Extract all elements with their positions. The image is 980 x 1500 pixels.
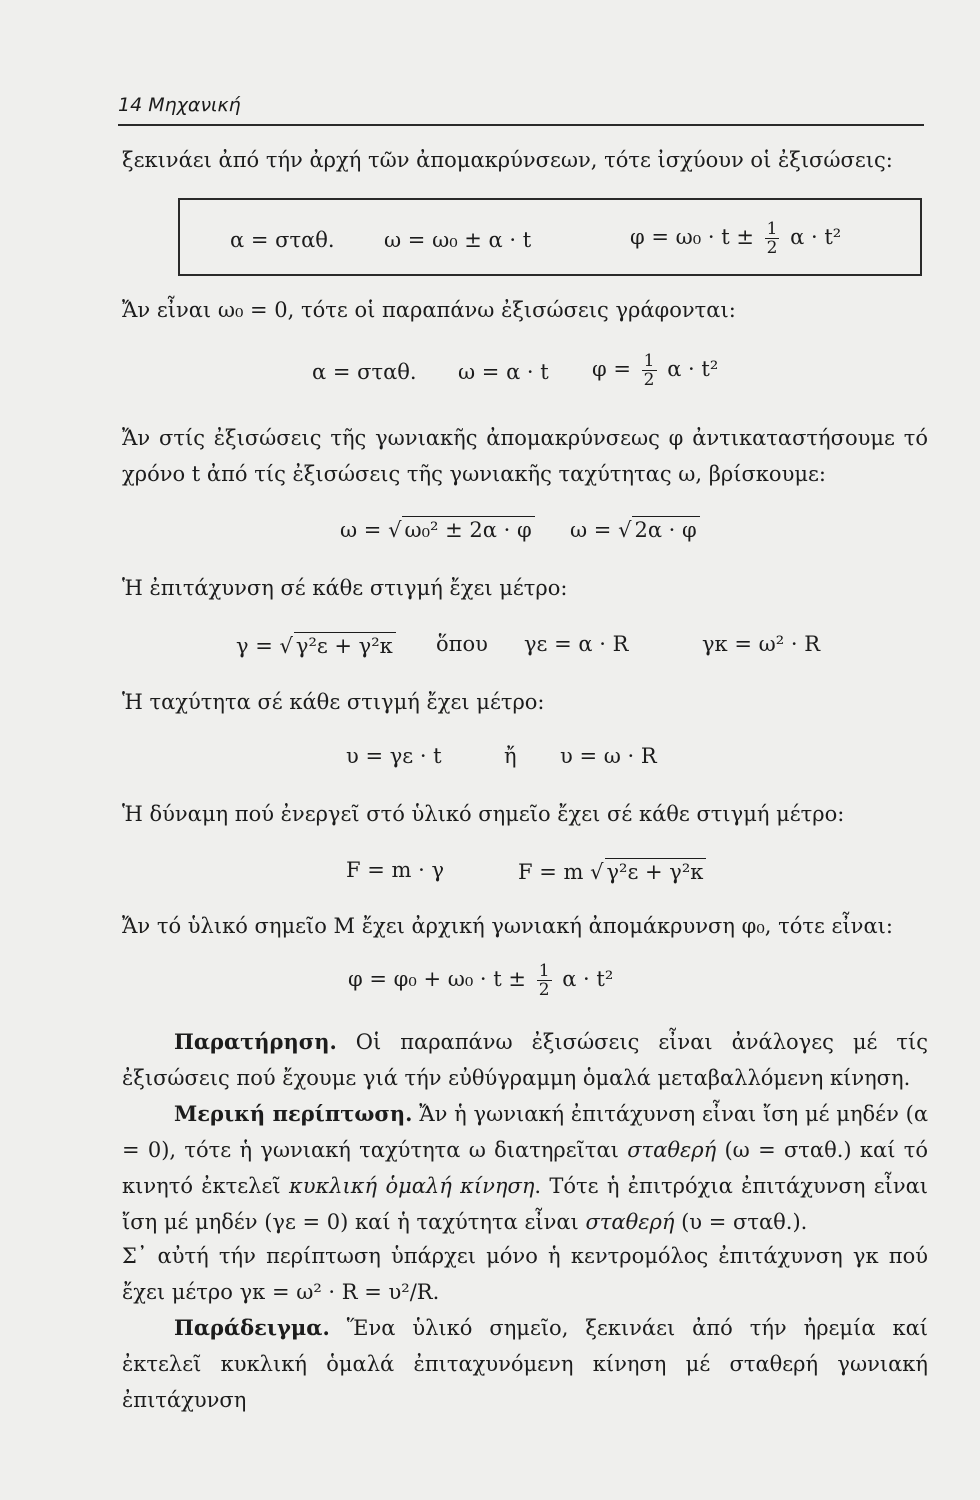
box-eq-alpha: α = σταθ.	[230, 228, 335, 252]
initial-angle-eq: φ = φ₀ + ω₀ · t ± $\frac{1}{2}$ α · t²	[348, 961, 614, 1000]
zero-eq-omega: ω = α · t	[458, 360, 549, 384]
gamma-tangential: γε = α · R	[524, 632, 629, 656]
equations-box	[178, 198, 922, 276]
zero-eq-phi: φ = $\frac{1}{2}$ α · t²	[592, 351, 719, 390]
force-eq-1: F = m · γ	[346, 858, 445, 882]
speed-eq-2: υ = ω · R	[560, 744, 657, 768]
zero-omega-line: Ἄν εἶναι ω₀ = 0, τότε οἱ παραπάνω ἐξισώσεις γράφονται:	[122, 298, 736, 322]
omega-eq-zero: ω = √ 2α · φ	[570, 516, 700, 542]
page-number: 14	[118, 94, 143, 116]
special-case-paragraph: Μερική περίπτωση. Ἄν ἡ γωνιακή ἐπιτάχυνση εἶναι ἴση μέ μηδέν (α = 0), τότε ἡ γωνιακή ταχύτητα ω διατηρεῖται σταθερή (ω = σταθ.) καί τό κινητό ἐκτελεῖ κυκλική ὁμαλή κίνηση. Τότε ἡ ἐπιτρόχια ἐπιτάχυνση εἶναι ἴση μέ μηδέν (γε = 0) καί ἡ ταχύτητα εἶναι σταθερή (υ = σταθ.).	[122, 1101, 929, 1234]
gamma-centripetal: γκ = ω² · R	[702, 632, 821, 656]
speed-line: Ἡ ταχύτητα σέ κάθε στιγμή ἔχει μέτρο:	[122, 690, 545, 714]
gamma-where: ὅπου	[436, 632, 488, 656]
example-label: Παράδειγμα.	[174, 1315, 330, 1340]
intro-line: ξεκινάει ἀπό τήν ἀρχή τῶν ἀπομακρύνσεων, τότε ἰσχύουν οἱ ἐξισώσεις:	[122, 148, 893, 172]
chapter-title: Μηχανική	[148, 94, 241, 116]
special-case-label: Μερική περίπτωση.	[174, 1101, 413, 1126]
observation-paragraph: Παρατήρηση. Οἱ παραπάνω ἐξισώσεις εἶναι ἀνάλογες μέ τίς ἐξισώσεις πού ἔχουμε γιά τήν εὐθύγραμμη ὁμαλά μεταβαλλόμενη κίνηση.	[122, 1029, 928, 1090]
box-eq-omega: ω = ω₀ ± α · t	[384, 228, 532, 252]
acceleration-line: Ἡ ἐπιτάχυνση σέ κάθε στιγμή ἔχει μέτρο:	[122, 576, 568, 600]
initial-angle-line: Ἄν τό ὑλικό σημεῖο Μ ἔχει ἀρχική γωνιακή ἀπομάκρυνση φ₀, τότε εἶναι:	[122, 914, 893, 938]
half-fraction: $\frac{1}{2}$	[766, 219, 778, 258]
zero-eq-alpha: α = σταθ.	[312, 360, 417, 384]
centripetal-paragraph: Σ᾽ αὐτή τήν περίπτωση ὑπάρχει μόνο ἡ κεντρομόλος ἐπιτάχυνση γκ πού ἔχει μέτρο γκ = ω² · R = υ²/R.	[122, 1244, 928, 1304]
observation-label: Παρατήρηση.	[174, 1029, 337, 1054]
omega-eq-general: ω = √ ω₀² ± 2α · φ	[340, 516, 535, 542]
header-rule	[118, 124, 924, 126]
force-eq-2: F = m √ γ²ε + γ²κ	[518, 858, 706, 884]
gamma-eq: γ = √ γ²ε + γ²κ	[236, 632, 396, 658]
box-eq-phi: φ = ω₀ · t ± $\frac{1}{2}$ α · t²	[630, 219, 842, 258]
running-header	[118, 94, 241, 116]
force-line: Ἡ δύναμη πού ἐνεργεῖ στό ὑλικό σημεῖο ἔχει σέ κάθε στιγμή μέτρο:	[122, 802, 845, 826]
substitution-paragraph: Ἄν στίς ἐξισώσεις τῆς γωνιακῆς ἀπομακρύνσεως φ ἀντικαταστήσουμε τό χρόνο t ἀπό τίς ἐξισώσεις τῆς γωνιακῆς ταχύτητας ω, βρίσκουμε:	[122, 426, 928, 486]
half-fraction: $\frac{1}{2}$	[643, 351, 655, 390]
speed-eq-1: υ = γε · t	[346, 744, 442, 768]
example-paragraph: Παράδειγμα. Ἕνα ὑλικό σημεῖο, ξεκινάει ἀπό τήν ἠρεμία καί ἐκτελεῖ κυκλική ὁμαλά ἐπιταχυνόμενη κίνηση μέ σταθερή γωνιακή ἐπιτάχυνση	[122, 1315, 928, 1412]
half-fraction: $\frac{1}{2}$	[538, 961, 550, 1000]
speed-or: ἤ	[504, 744, 517, 768]
